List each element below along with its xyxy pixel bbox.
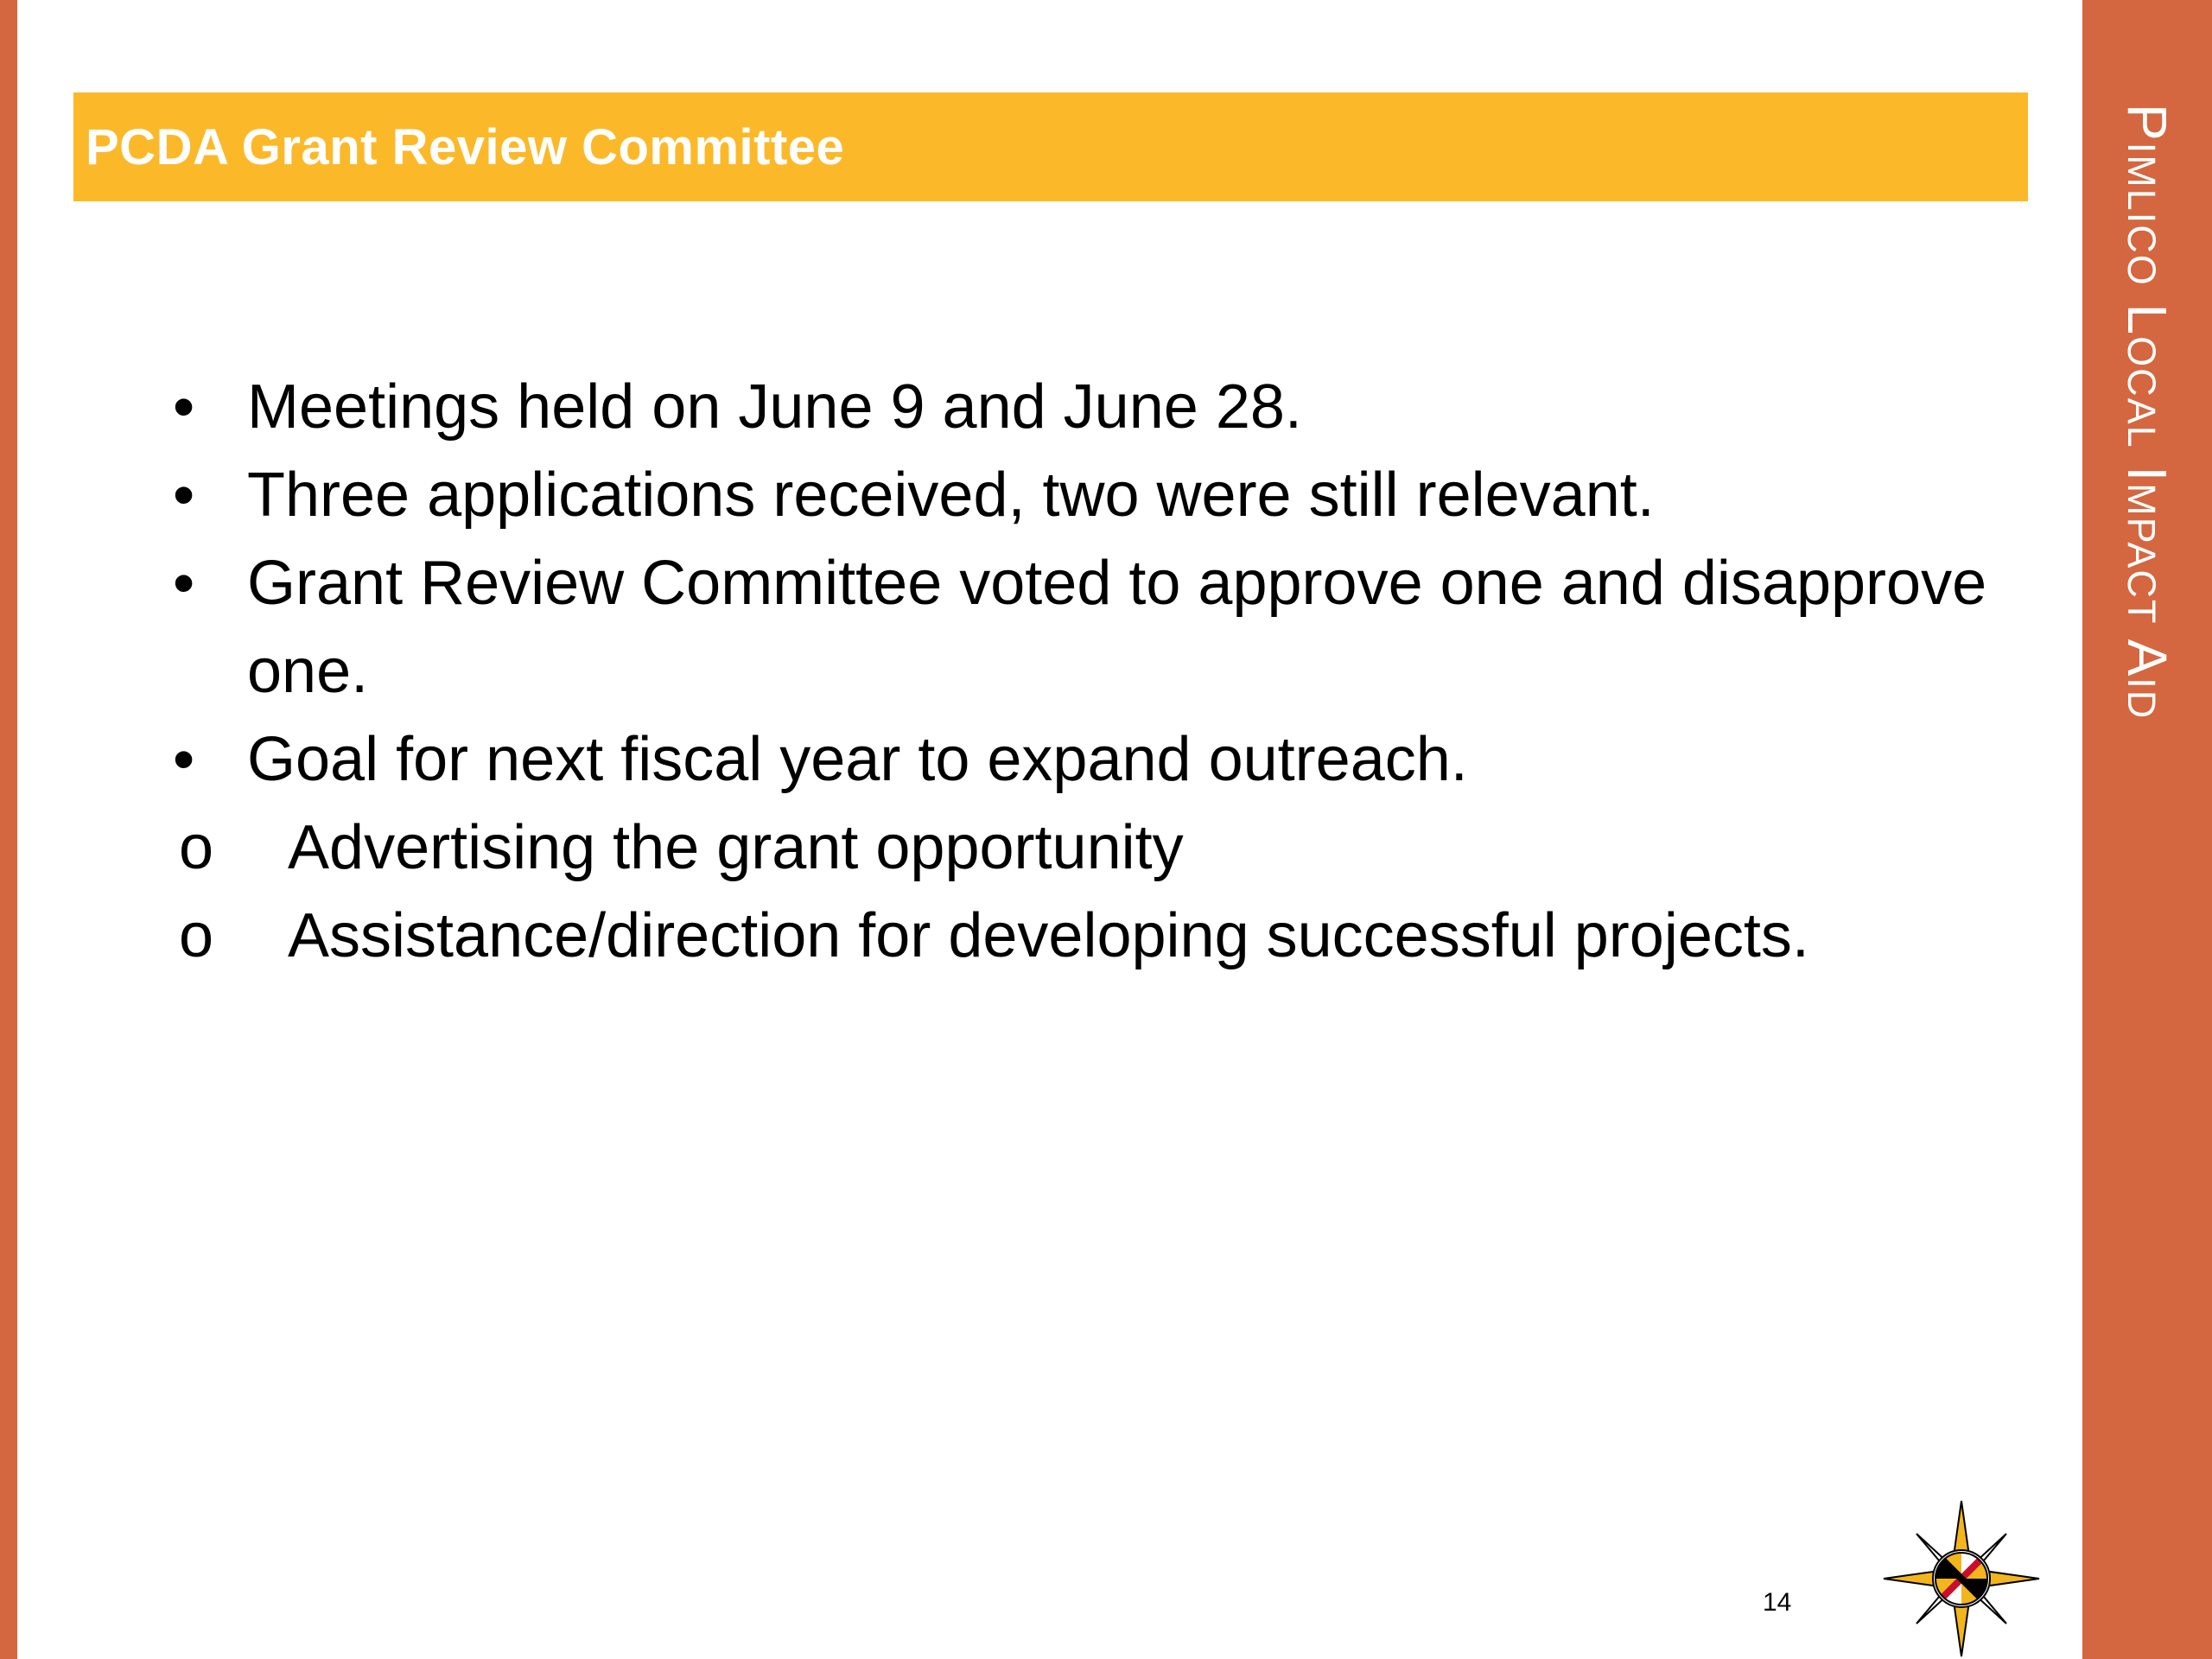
side-title-text: Pimlico Local Impact Aid [2116, 104, 2178, 721]
sub-bullet-item: o Assistance/direction for developing successful projects. [173, 892, 2031, 980]
bullet-item: • Three applications received, two were still relevant. [173, 451, 2031, 539]
page-number: 14 [1763, 1588, 1792, 1617]
bullet-list [173, 363, 2031, 980]
title-banner [73, 92, 2028, 201]
bullet-item: • Meetings held on June 9 and June 28. [173, 363, 2031, 451]
sub-bullet-item: o Advertising the grant opportunity [173, 804, 2031, 892]
slide-title: PCDA Grant Review Committee [86, 118, 845, 175]
side-title [2082, 104, 2212, 778]
bullet-item: • Grant Review Committee voted to approve one and disapprove one. [173, 539, 2031, 715]
left-accent-bar [0, 0, 17, 1659]
compass-star-maryland-flag-icon [1875, 1499, 2048, 1659]
bullet-item: • Goal for next fiscal year to expand outreach. [173, 715, 2031, 804]
slide-content [173, 363, 2031, 980]
